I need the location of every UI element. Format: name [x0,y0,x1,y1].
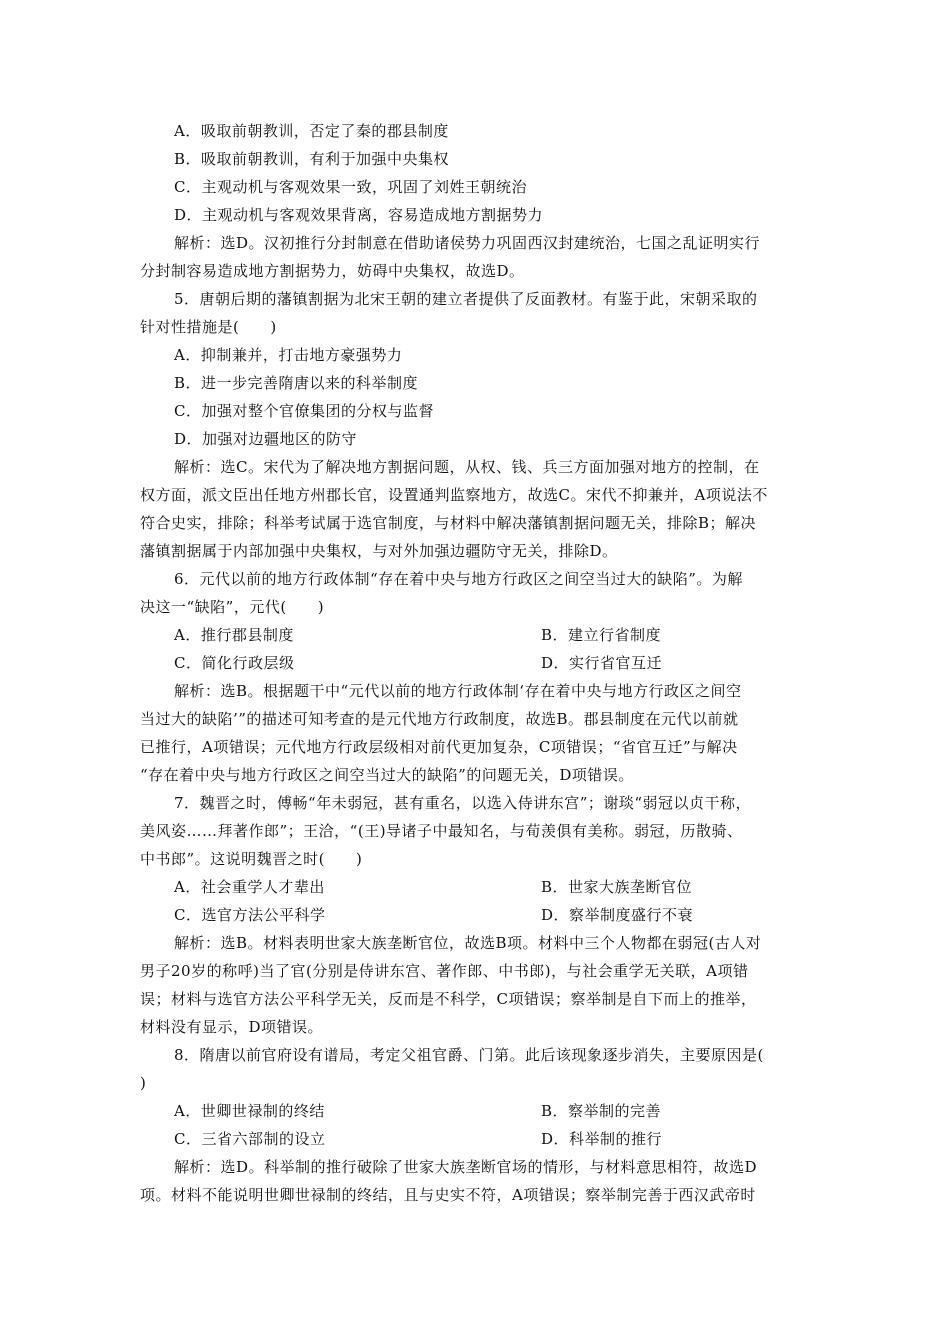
q5-analysis-line: 解析：选C。宋代为了解决地方割据问题，从权、钱、兵三方面加强对地方的控制，在 [174,458,760,476]
q8-stem-line: ) [140,1074,147,1092]
q4-option-c: C．主观动机与客观效果一致，巩固了刘姓王朝统治 [174,178,527,196]
q5-analysis-line: 藩镇割据属于内部加强中央集权，与对外加强边疆防守无关，排除D。 [140,542,618,560]
q7-analysis-line: 材料没有显示，D项错误。 [140,1018,324,1036]
q6-analysis-line: 已推行，A项错误；元代地方行政层级相对前代更加复杂，C项错误；“省官互迁”与解决 [140,738,738,756]
q8-option-b: B．察举制的完善 [541,1102,662,1120]
q5-option-d: D．加强对边疆地区的防守 [174,430,358,448]
q7-option-a: A．社会重学人才辈出 [174,878,325,896]
q7-analysis-line: 解析：选B。材料表明世家大族垄断官位，故选B项。材料中三个人物都在弱冠(古人对 [174,934,762,952]
q7-option-b: B．世家大族垄断官位 [541,878,693,896]
q8-analysis-line: 解析：选D。科举制的推行破除了世家大族垄断官场的情形，与材料意思相符，故选D [174,1158,758,1176]
q6-option-c: C．简化行政层级 [174,654,295,672]
q6-option-b: B．建立行省制度 [541,626,662,644]
q5-analysis-line: 权方面，派文臣出任地方州郡长官，设置通判监察地方，故选C。宋代不抑兼并，A项说法不 [140,486,768,504]
q7-analysis-line: 男子20岁的称呼)当了官(分别是侍讲东宫、著作郎、中书郎)，与社会重学无关联，A项错 [140,962,749,980]
q7-stem-line: 中书郎”。这说明魏晋之时( ) [140,850,363,868]
q7-stem-line: 7．魏晋之时，傅畅“年未弱冠，甚有重名，以选入侍讲东宫”；谢琰“弱冠以贞干称， [174,794,752,812]
q4-option-b: B．吸取前朝教训，有利于加强中央集权 [174,150,450,168]
q6-analysis-line: 解析：选B。根据题干中“元代以前的地方行政体制‘存在着中央与地方行政区之间空 [174,682,742,700]
q8-analysis-line: 项。材料不能说明世卿世禄制的终结，且与史实不符，A项错误；察举制完善于西汉武帝时 [140,1186,756,1204]
q8-option-d: D．科举制的推行 [541,1130,663,1148]
q8-option-a: A．世卿世禄制的终结 [174,1102,325,1120]
q6-analysis-line: 当过大的缺陷’”的描述可知考查的是元代地方行政制度，故选B。郡县制度在元代以前就 [140,710,739,728]
q5-option-a: A．抑制兼并，打击地方豪强势力 [174,346,403,364]
q7-stem-line: 美风姿……拜著作郎”；王洽，“(王)导诸子中最知名，与荀羡俱有美称。弱冠，历散骑、 [140,822,743,840]
q6-stem-line: 决这一“缺陷”，元代( ) [140,598,325,616]
q5-stem-line: 5．唐朝后期的藩镇割据为北宋王朝的建立者提供了反面教材。有鉴于此，宋朝采取的 [174,290,758,308]
q5-analysis-line: 符合史实，排除；科举考试属于选官制度，与材料中解决藩镇割据问题无关，排除B；解决 [140,514,757,532]
q4-analysis-line: 分封制容易造成地方割据势力，妨碍中央集权，故选D。 [140,262,525,280]
q5-stem-line: 针对性措施是( ) [140,318,277,336]
q6-stem-line: 6．元代以前的地方行政体制“存在着中央与地方行政区之间空当过大的缺陷”。为解 [174,570,743,588]
q5-option-c: C．加强对整个官僚集团的分权与监督 [174,402,434,420]
q6-analysis-line: “存在着中央与地方行政区之间空当过大的缺陷”的问题无关，D项错误。 [140,766,634,784]
q4-analysis-line: 解析：选D。汉初推行分封制意在借助诸侯势力巩固西汉封建统治，七国之乱证明实行 [174,234,761,252]
q7-analysis-line: 误；材料与选官方法公平科学无关，反而是不科学，C项错误；察举制是自下而上的推举， [140,990,757,1008]
q5-option-b: B．进一步完善隋唐以来的科举制度 [174,374,419,392]
q8-option-c: C．三省六部制的设立 [174,1130,326,1148]
q7-option-d: D．察举制度盛行不衰 [541,906,694,924]
q4-option-a: A．吸取前朝教训，否定了秦的郡县制度 [174,122,449,140]
q7-option-c: C．选官方法公平科学 [174,906,326,924]
q6-option-a: A．推行郡县制度 [174,626,294,644]
q6-option-d: D．实行省官互迁 [541,654,663,672]
q4-option-d: D．主观动机与客观效果背离，容易造成地方割据势力 [174,206,544,224]
q8-stem-line: 8．隋唐以前官府设有谱局，考定父祖官爵、门第。此后该现象逐步消失，主要原因是( [174,1046,764,1064]
